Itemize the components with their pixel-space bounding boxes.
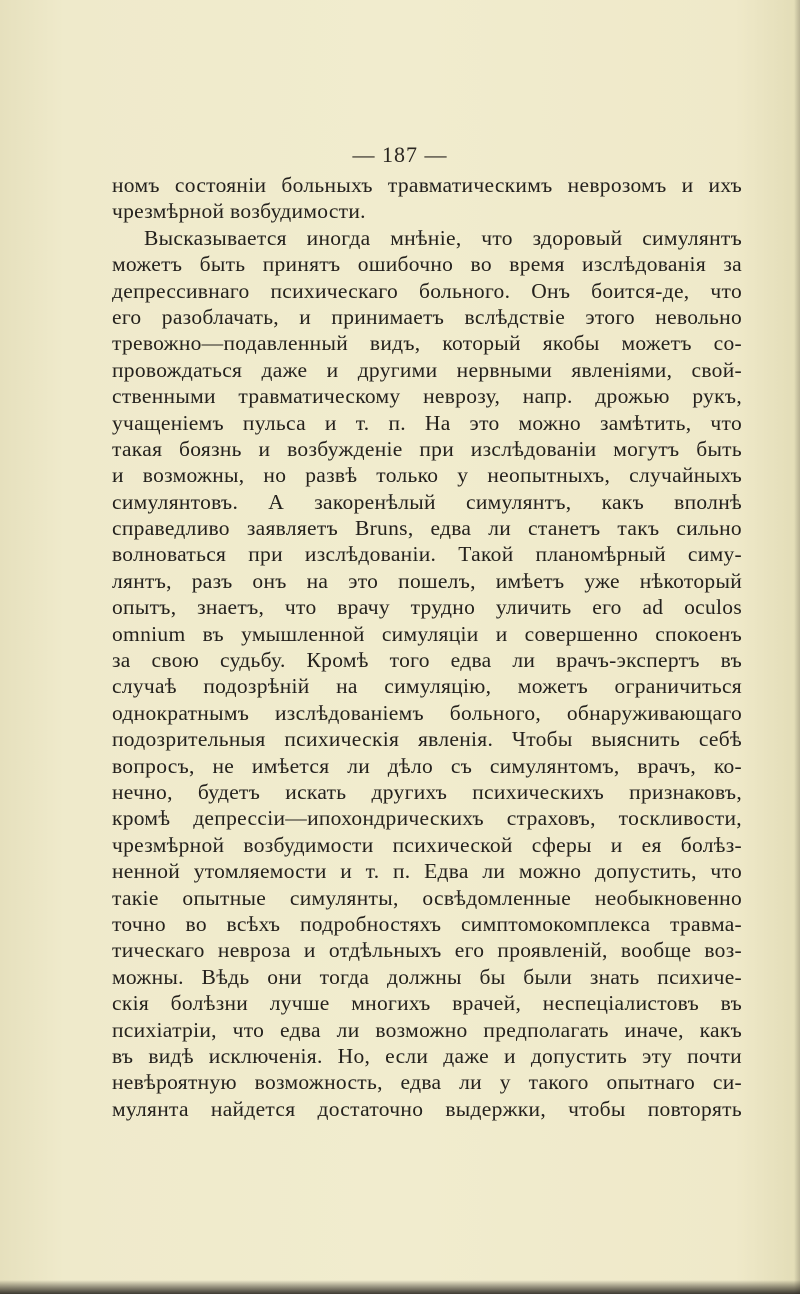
text-line: опытъ, знаетъ, что врачу трудно уличить его ad oculos xyxy=(112,595,742,620)
text-line: психіатріи, что едва ли возможно предполагать иначе, какъ xyxy=(112,1017,742,1042)
page-number: — 187 — xyxy=(352,142,448,167)
text-line: и возможны, но развѣ только у неопытныхъ, случайныхъ xyxy=(112,463,742,488)
text-line: справедливо заявляетъ Bruns, едва ли станетъ такъ сильно xyxy=(112,516,742,541)
text-line: точно во всѣхъ подробностяхъ симптомокомплекса травма- xyxy=(112,911,742,936)
text-line: нечно, будетъ искать другихъ психическихъ признаковъ, xyxy=(112,779,742,804)
text-line: волноваться при изслѣдованіи. Такой планомѣрный симу- xyxy=(112,542,742,567)
text-line: депрессивнаго психическаго больного. Онъ боится-де, что xyxy=(112,278,742,303)
text-line: чрезмѣрной возбудимости. xyxy=(112,199,366,224)
text-line: ненной утомляемости и т. п. Едва ли можно допустить, что xyxy=(112,859,742,884)
text-line: симулянтовъ. А закоренѣлый симулянтъ, какъ вполнѣ xyxy=(112,489,742,514)
text-line: такая боязнь и возбужденіе при изслѣдованіи могутъ быть xyxy=(112,436,742,461)
text-line: невѣроятную возможность, едва ли у такого опытнаго си- xyxy=(112,1070,742,1095)
text-line: номъ состояніи больныхъ травматическимъ неврозомъ и ихъ xyxy=(112,173,742,197)
text-line: тревожно—подавленный видъ, который якобы можетъ со- xyxy=(112,331,742,356)
text-line: въ видѣ исключенія. Но, если даже и допустить эту почти xyxy=(112,1043,742,1068)
text-line: такіе опытные симулянты, освѣдомленные необыкновенно xyxy=(112,885,742,910)
text-line: вопросъ, не имѣется ли дѣло съ симулянтомъ, врачъ, ко- xyxy=(112,753,742,778)
text-line: omnium въ умышленной симуляціи и совершенно спокоенъ xyxy=(112,621,742,646)
text-line: его разоблачать, и принимаетъ вслѣдствіе этого невольно xyxy=(112,304,742,329)
text-line: чрезмѣрной возбудимости психической сферы и ея болѣз- xyxy=(112,832,742,857)
text-line: можны. Вѣдь они тогда должны бы были знать психиче- xyxy=(112,964,742,989)
text-line: случаѣ подозрѣній на симуляцію, можетъ ограничиться xyxy=(112,674,742,699)
text-line: лянтъ, разъ онъ на это пошелъ, имѣетъ уже нѣкоторый xyxy=(112,568,742,593)
text-line: подозрительныя психическія явленія. Чтобы выяснить себѣ xyxy=(112,727,742,752)
page-edge-shadow xyxy=(794,0,800,1294)
text-line: учащеніемъ пульса и т. п. На это можно замѣтить, что xyxy=(112,410,742,435)
text-line: Высказывается иногда мнѣніе, что здоровый симулянтъ xyxy=(144,225,742,250)
text-line: ственными травматическому неврозу, напр. дрожью рукъ, xyxy=(112,384,742,409)
text-line: можетъ быть принятъ ошибочно во время изслѣдованія за xyxy=(112,252,742,277)
body-text xyxy=(112,172,742,1122)
text-line: однократнымъ изслѣдованіемъ больного, обнаруживающаго xyxy=(112,700,742,725)
page-bottom-shadow xyxy=(0,1280,800,1294)
text-line: кромѣ депрессіи—ипохондрическихъ страховъ, тоскливости, xyxy=(112,806,742,831)
text-line: за свою судьбу. Кромѣ того едва ли врачъ-экспертъ въ xyxy=(112,648,742,673)
text-line: мулянта найдется достаточно выдержки, чтобы повторять xyxy=(112,1096,742,1121)
text-line: провождаться даже и другими нервными явленіями, свой- xyxy=(112,357,742,382)
text-line: скія болѣзни лучше многихъ врачей, неспеціалистовъ въ xyxy=(112,991,742,1016)
text-line: тическаго невроза и отдѣльныхъ его проявленій, вообще воз- xyxy=(112,938,742,963)
